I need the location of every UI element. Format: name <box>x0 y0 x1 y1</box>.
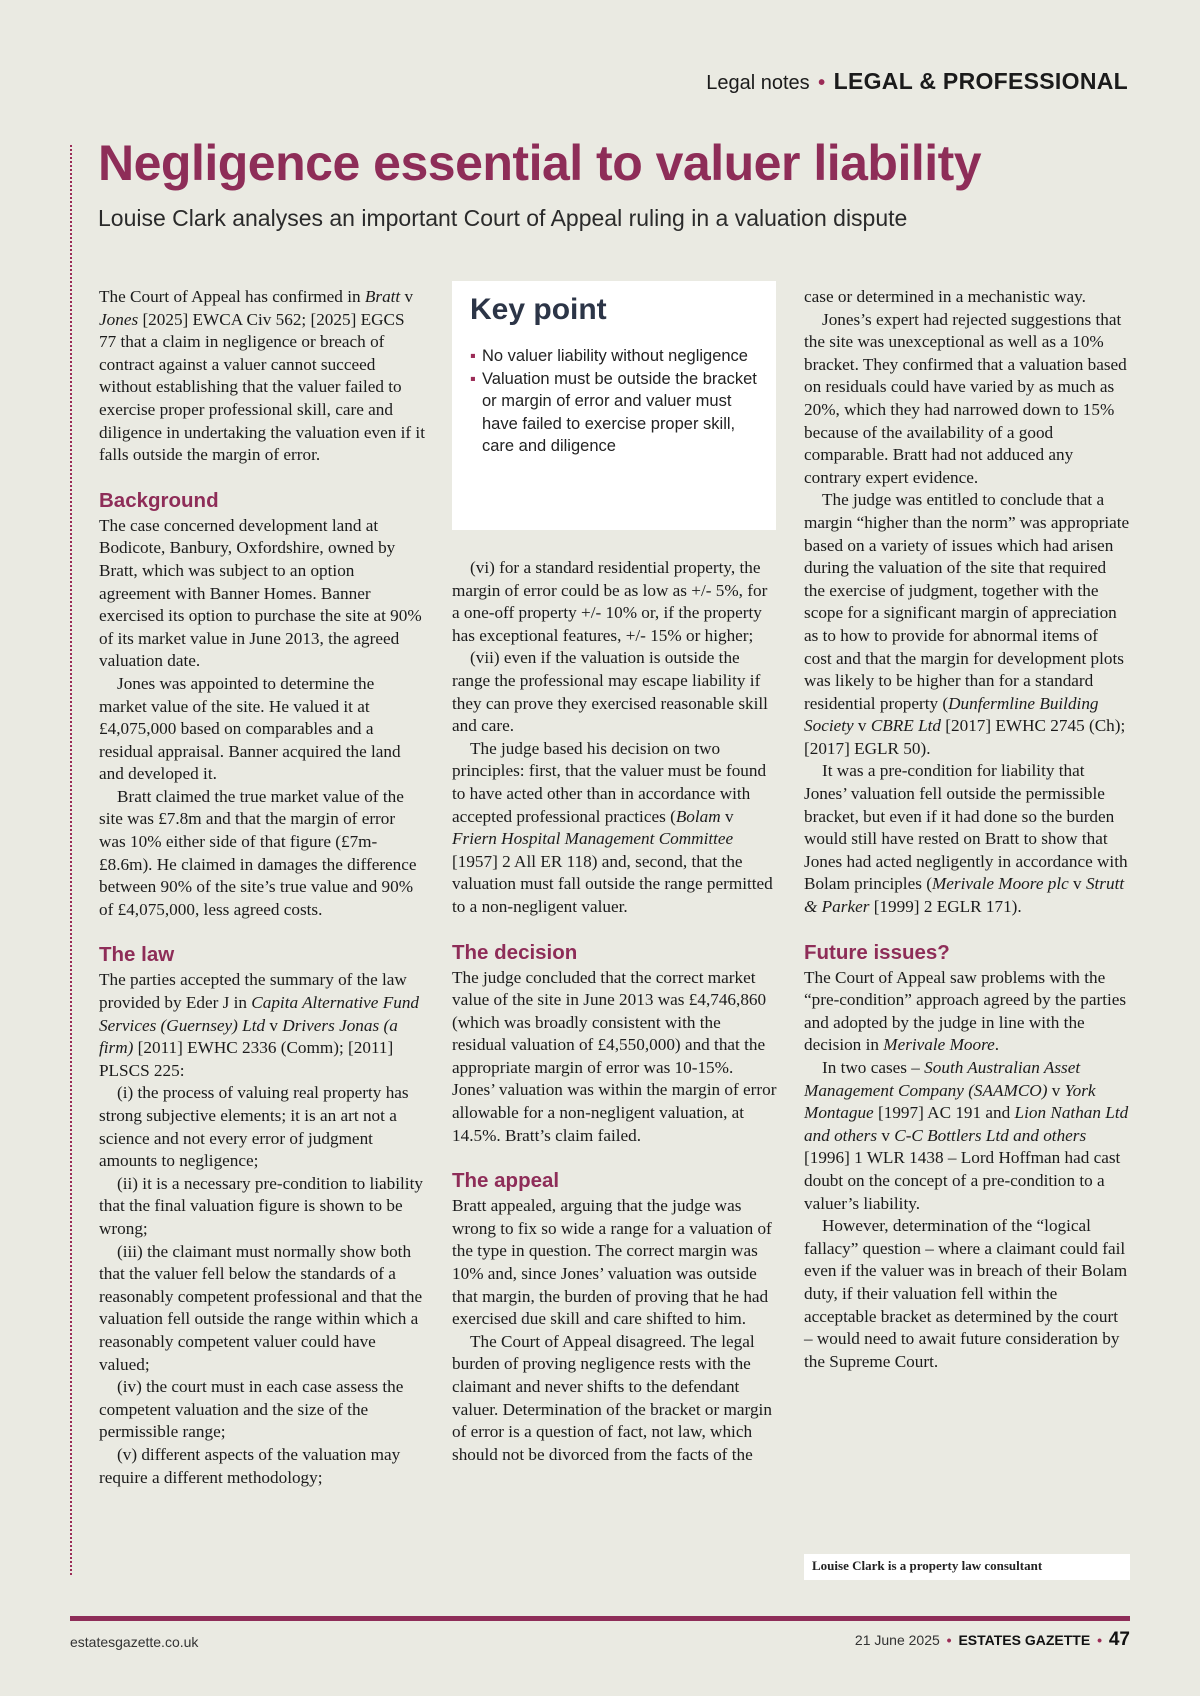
bullet-icon: ▪ <box>470 369 476 388</box>
judge-paragraph: The judge was entitled to conclude that a margin “higher than the norm” was appropriate based on a variety of issues which had arisen during the valuation of the site that required the exercise of judgment, together with the scope for a significant margin of appreciation as to how to provide for abnormal items of cost and that the margin for development plots was likely to be higher than for a standard residential property (Dunfermline Building Society v CBRE Ltd [2017] EWHC 2745 (Ch); [2017] EGLR 50). <box>804 490 1130 758</box>
background-paragraph: Jones was appointed to determine the market value of the site. He valued it at £4,075,000 based on comparables and a residual appraisal. Banner acquired the land and developed it. <box>99 673 401 784</box>
key-point-box <box>452 281 776 530</box>
appeal-paragraph: Bratt appealed, arguing that the judge was wrong to fix so wide a range for a valuation of the type in question. The correct margin was 10% and, since Jones’ valuation was outside that margin, the burden of proving that he had exercised due skill and care shifted to him. <box>452 1196 772 1329</box>
appeal-paragraph: The Court of Appeal disagreed. The legal burden of proving negligence rests with the claimant and never shifts to the defendant valuer. Determination of the bracket or margin of error is a question of fact, not law, which should not be divorced from the facts of the <box>452 1331 772 1464</box>
article-column-3 <box>804 286 1130 1373</box>
article-column-1 <box>99 286 425 1489</box>
footer-rule <box>70 1616 1130 1621</box>
precondition-paragraph: It was a pre-condition for liability that Jones’ valuation fell outside the permissible bracket, but even if it had done so the burden would still have rested on Bratt to show that Jones had acted negligently in accordance with Bolam principles (Merivale Moore plc v Strutt & Parker [1999] 2 EGLR 171). <box>804 761 1128 917</box>
law-point: (vii) even if the valuation is outside the range the professional may escape liability if they can prove they exercised reasonable skill and care. <box>452 648 768 736</box>
article-column-2 <box>452 557 778 1466</box>
principles-paragraph: The judge based his decision on two principles: first, that the valuer must be found to have acted other than in accordance with accepted professional practices (Bolam v Friern Hospital Management Committee [1957] 2 All ER 118) and, second, that the valuation must fall outside the range permitted to a non-negligent valuer. <box>452 738 773 916</box>
law-intro-paragraph: The parties accepted the summary of the law provided by Eder J in Capita Alternative Fund Services (Guernsey) Ltd v Drivers Jonas (a firm) [2011] EWHC 2336 (Comm); [2011] PLSCS 225: <box>99 970 420 1080</box>
future-paragraph: However, determination of the “logical fallacy” question – where a claimant could fail even if the valuer was in breach of their Bolam duty, if their valuation fell within the acceptable bracket as determined by the court – would need to await future consideration by the Supreme Court. <box>804 1216 1128 1371</box>
law-point: (v) different aspects of the valuation may require a different methodology; <box>99 1444 401 1487</box>
decision-paragraph: The judge concluded that the correct market value of the site in June 2013 was £4,746,860 (which was broadly consistent with the residual valuation of £4,550,000) and that the appropriate margin of error was 10-15%. Jones’ valuation was within the margin of error allowable for a non-negligent valuation, at 14.5%. Bratt’s claim failed. <box>452 967 777 1145</box>
background-heading: Background <box>99 488 219 512</box>
expert-paragraph: Jones’s expert had rejected suggestions that the site was unexceptional as well as a 10% bracket. They confirmed that a valuation based on residuals could have varied by as much as 20%, which they had narrowed down to 15% because of the availability of a good comparable. Bratt had not adduced any contrary expert evidence. <box>804 309 1127 487</box>
background-paragraph: The case concerned development land at Bodicote, Banbury, Oxfordshire, owned by Bratt, which was subject to an option agreement with Banner Homes. Banner exercised its option to purchase the site at 90% of its market value in June 2013, the agreed valuation date. <box>99 515 422 671</box>
appeal-heading: The appeal <box>452 1169 560 1193</box>
background-paragraph: Bratt claimed the true market value of the site was £7.8m and that the margin of error was 10% either side of that figure (£7m-£8.6m). He claimed in damages the difference between 90% of the site’s true value and 90% of £4,075,000, less agreed costs. <box>99 786 417 919</box>
issue-date: 21 June 2025 <box>854 1632 940 1648</box>
key-point-title: Key point <box>470 293 607 326</box>
future-paragraph: In two cases – South Australian Asset Management Company (SAAMCO) v York Montague [1997] AC 191 and Lion Nathan Ltd and others v C-C Bottlers Ltd and others [1996] 1 WLR 1438 – Lord Hoffman had cast doubt on the concept of a pre-condition to a valuer’s liability. <box>804 1058 1129 1213</box>
key-point-item: ▪ No valuer liability without negligence <box>470 345 758 368</box>
section-name: LEGAL & PROFESSIONAL <box>833 68 1128 94</box>
section-kicker <box>706 68 1128 95</box>
footer-website: estatesgazette.co.uk <box>70 1634 199 1650</box>
standfirst: Louise Clark analyses an important Court of Appeal ruling in a valuation dispute <box>98 205 908 231</box>
law-point: (vi) for a standard residential property, the margin of error could be as low as +/- 5%, for a one-off property +/- 10% or, if the property has exceptional features, +/- 15% or higher; <box>452 558 768 645</box>
folio-separator: • <box>1097 1632 1102 1648</box>
law-point: (iv) the court must in each case assess the competent valuation and the size of the permissible range; <box>99 1377 404 1442</box>
law-heading: The law <box>99 943 175 967</box>
future-paragraph: The Court of Appeal saw problems with the “pre-condition” approach agreed by the parties and adopted by the judge in line with the decision in Merivale Moore. <box>804 967 1127 1055</box>
kicker-separator: • <box>818 72 826 94</box>
publication-name: ESTATES GAZETTE <box>958 1632 1091 1648</box>
page-number: 47 <box>1108 1629 1130 1650</box>
decision-heading: The decision <box>452 940 578 964</box>
law-point: (iii) the claimant must normally show both that the valuer fell below the standards of a reasonably competent professional and that the valuation fell outside the range within which a reasonably competent valuer could have valued; <box>99 1241 423 1374</box>
kicker-label: Legal notes <box>706 72 810 94</box>
folio-separator: • <box>946 1632 952 1648</box>
bullet-icon: ▪ <box>470 347 476 365</box>
key-point-item: ▪ Valuation must be outside the bracket or margin of error and valuer must have failed to exercise proper skill, care and diligence <box>470 369 757 456</box>
footer-folio <box>855 1629 1130 1651</box>
author-note: Louise Clark is a property law consultant <box>804 1554 1130 1580</box>
intro-paragraph: The Court of Appeal has confirmed in Bratt v Jones [2025] EWCA Civ 562; [2025] EGCS 77 that a claim in negligence or breach of contract against a valuer cannot succeed without establishing that the valuer failed to exercise proper professional skill, care and diligence in undertaking the valuation even if it falls outside the margin of error. <box>99 287 425 465</box>
continued-paragraph: case or determined in a mechanistic way. <box>804 287 1086 306</box>
law-point: (i) the process of valuing real property has strong subjective elements; it is an art not a science and not every error of judgment amounts to negligence; <box>99 1083 409 1171</box>
headline: Negligence essential to valuer liability <box>98 135 982 191</box>
key-point-list <box>470 345 758 458</box>
dotted-margin-rule <box>70 145 72 1575</box>
future-issues-heading: Future issues? <box>804 940 950 964</box>
law-point: (ii) it is a necessary pre-condition to liability that the final valuation figure is shown to be wrong; <box>99 1173 423 1238</box>
